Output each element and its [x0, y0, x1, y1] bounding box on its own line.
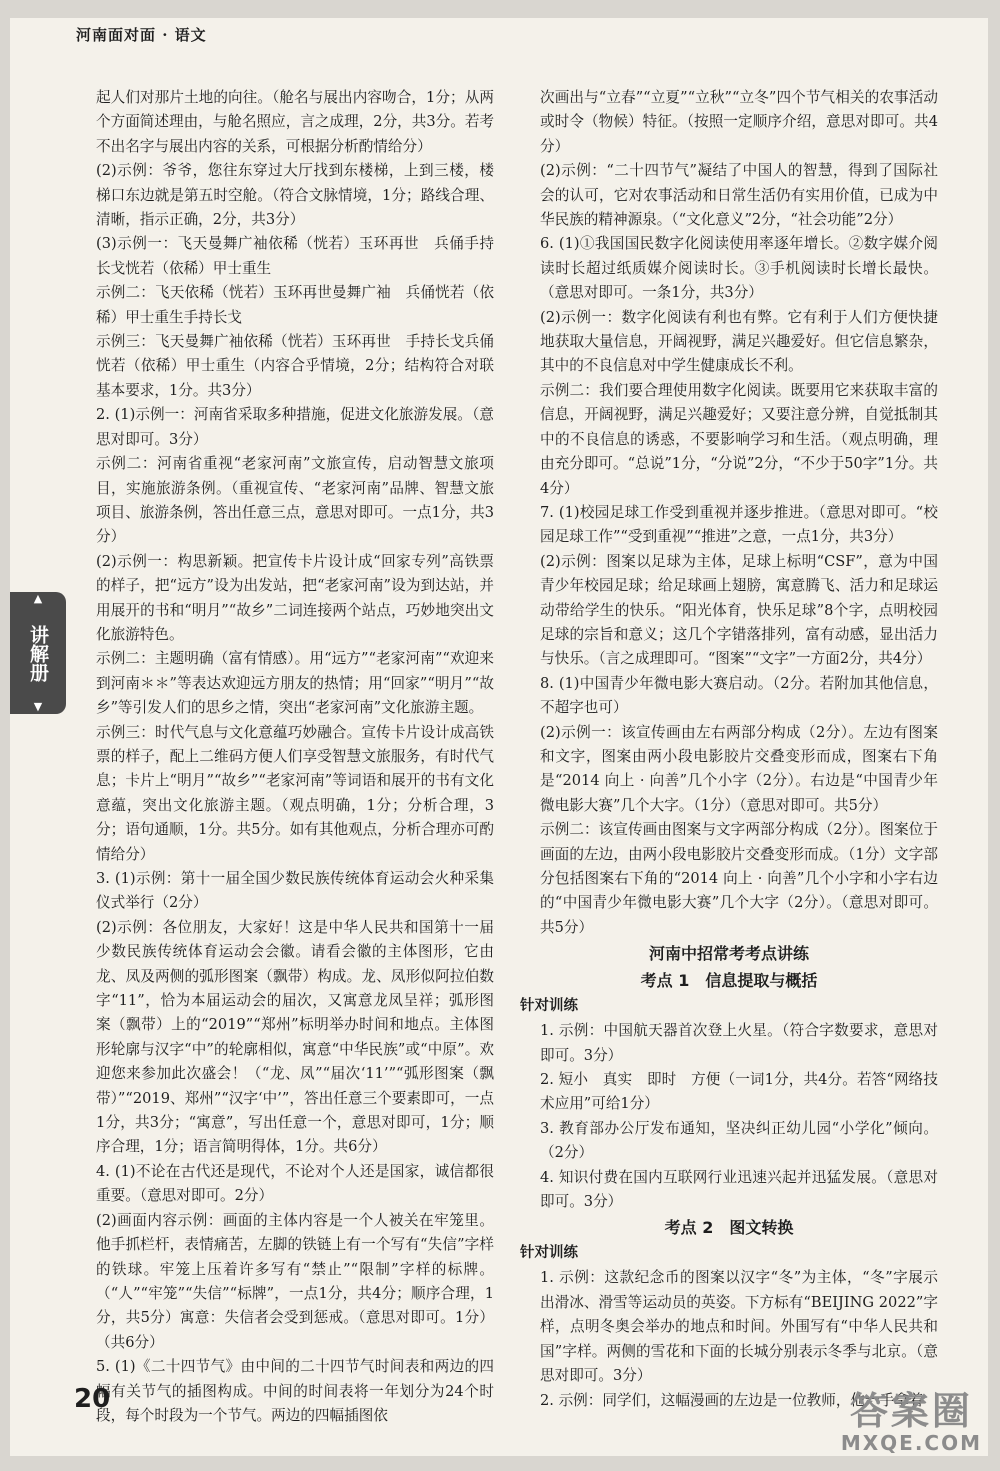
right-column [520, 86, 938, 1413]
topic-1-title: 考点 1 信息提取与概括 [640, 971, 818, 991]
practice-item: 3. 教育部办公厅发布通知，坚决纠正幼儿园“小学化”倾向。（2分） [540, 1119, 938, 1162]
paragraph: 示例二：主题明确（富有情感）。用“远方”“老家河南”“欢迎来到河南＊＊”等表达欢迎远方朋友的热情；用“回家”“明月”“故乡”等引发人们的思乡之情，突出“老家河南”文化旅游主题。 [96, 650, 494, 717]
paragraph: (2)示例：图案以足球为主体，足球上标明“CSF”，意为中国青少年校园足球；给足球画上翅膀，寓意腾飞、活力和足球运动带给学生的快乐。“阳光体育，快乐足球”8个字，点明校园足球的宗旨和意义；这几个字错落排列，富有动感，显出活力与快乐。（言之成理即可。“图案”“文字”一方面2分，共4分） [540, 552, 938, 668]
side-tab-label: 讲解册 [27, 624, 49, 682]
running-header: 河南面对面 · 语文 [76, 26, 207, 44]
practice-item: 4. 知识付费在国内互联网行业迅速兴起并迅猛发展。（意思对即可。3分） [540, 1168, 938, 1211]
paragraph: (2)示例：爷爷，您往东穿过大厅找到东楼梯，上到三楼，楼梯口东边就是第五时空舱。（符合文脉情境，1分；路线合理、清晰，指示正确，2分，共3分） [96, 162, 494, 229]
paragraph: 示例二：河南省重视“老家河南”文旅宣传，启动智慧文旅项目，实施旅游条例。（重视宣传、“老家河南”品牌、智慧文旅项目、旅游条例，答出任意三点，意思对即可。一点1分，共3分） [96, 455, 495, 546]
practice-item: 1. 示例：这款纪念币的图案以汉字“冬”为主体，“冬”字展示出滑冰、滑雪等运动员的英姿。下方标有“BEIJING 2022”字样，点明冬奥会举办的地点和时间。外围写有“中华人民共和国”字样。两侧的雪花和下面的长城分别表示冬季与北京。（意思对即可。3分） [540, 1269, 938, 1385]
side-tab [10, 592, 66, 714]
paragraph: (2)示例：各位朋友，大家好！这是中华人民共和国第十一届少数民族传统体育运动会会徽。请看会徽的主体图形，它由龙、凤及两侧的弧形图案（飘带）构成。龙、凤形似阿拉伯数字“11”，恰为本届运动会的届次，又寓意龙凤呈祥；弧形图案（飘带）上的“2019”“郑州”标明举办时间和地点。主体图形轮廓与汉字“中”的轮廓相似，寓意“中华民族”或“中原”。欢迎您来参加此次盛会！（“龙、凤”“届次‘11’”“弧形图案（飘带）”“2019、郑州”“汉字‘中’”，答出任意三个要素即可，一点1分，共3分；“寓意”，写出任意一个，意思对即可，1分；顺序合理，1分；语言简明得体，1分。共6分） [96, 918, 494, 1156]
arrow-up-icon: ▲ [33, 592, 43, 605]
question-3: 3. (1)示例：第十一届全国少数民族传统体育运动会火种采集仪式举行（2分） [96, 870, 494, 912]
paragraph: 示例二：飞天依稀（恍若）玉环再世曼舞广袖 兵俑恍若（依稀）甲士重生手持长戈 [96, 284, 494, 326]
paragraph: (3)示例一：飞天曼舞广袖依稀（恍若）玉环再世 兵俑手持长戈恍若（依稀）甲士重生 [96, 235, 494, 277]
paragraph: (2)示例一：该宣传画由左右两部分构成（2分）。左边有图案和文字，图案由两小段电影胶片交叠变形而成，图案右下角是“2014 向上 · 向善”几个小字（2分）。右边是“中国青少年微电影大赛”几个大字。（1分）（意思对即可。共5分） [540, 723, 938, 814]
question-5: 5. (1)《二十四节气》由中间的二十四节气时间表和两边的四幅有关节气的插图构成。中间的时间表将一年划分为24个时段，每个时段为一个节气。两边的四幅插图依 [96, 1358, 494, 1424]
question-8: 8. (1)中国青少年微电影大赛启动。（2分。若附加其他信息，不超字也可） [540, 674, 938, 717]
paragraph: (2)示例：“二十四节气”凝结了中国人的智慧，得到了国际社会的认可，它对农事活动和日常生活仍有实用价值，已成为中华民族的精神源泉。（“文化意义”2分，“社会功能”2分） [540, 162, 938, 229]
practice-item: 1. 示例：中国航天器首次登上火星。（符合字数要求，意思对即可。3分） [540, 1022, 938, 1064]
question-6: 6. (1)①我国国民数字化阅读使用率逐年增长。②数字媒介阅读时长超过纸质媒介阅读时长。③手机阅读时长增长最快。（意思对即可。一条1分，共3分） [540, 235, 938, 302]
question-4: 4. (1)不论在古代还是现代，不论对个人还是国家，诚信都很重要。（意思对即可。2分） [96, 1162, 494, 1205]
paragraph: 次画出与“立春”“立夏”“立秋”“立冬”四个节气相关的农事活动或时令（物候）特征。（按照一定顺序介绍，意思对即可。共4分） [540, 89, 938, 155]
paragraph: 示例三：飞天曼舞广袖依稀（恍若）玉环再世 手持长戈兵俑恍若（依稀）甲士重生（内容合乎情境，2分；结构符合对联基本要求，1分。共3分） [96, 333, 494, 399]
paragraph: 示例二：我们要合理使用数字化阅读。既要用它来获取丰富的信息，开阔视野，满足兴趣爱好；又要注意分辨，自觉抵制其中的不良信息的诱惑，不要影响学习和生活。（观点明确，理由充分即可。“总说”1分，“分说”2分，“不少于50字”1分。共4分） [540, 381, 938, 497]
practice-item: 2. 短小 真实 即时 方便（一词1分，共4分。若答“网络技术应用”可给1分） [540, 1071, 938, 1113]
paragraph: (2)示例一：构思新颖。把宣传卡片设计成“回家专列”高铁票的样子，把“远方”设为出发站，把“老家河南”设为到达站，并用展开的书和“明月”“故乡”二词连接两个站点，巧妙地突出文化旅游特色。 [96, 552, 494, 643]
paragraph: 示例三：时代气息与文化意蕴巧妙融合。宣传卡片设计成高铁票的样子，配上二维码方便人们享受智慧文旅服务，有时代气息；卡片上“明月”“故乡”“老家河南”等词语和展开的书有文化意蕴，突出文化旅游主题。（观点明确，1分；分析合理，3分；语句通顺，1分。共5分。如有其他观点，分析合理亦可酌情给分） [96, 723, 495, 863]
paragraph: (2)示例一：数字化阅读有利也有弊。它有利于人们方便快捷地获取大量信息，开阔视野，满足兴趣爱好。但它信息繁杂，其中的不良信息对中学生健康成长不利。 [540, 308, 938, 375]
paragraph: 示例二：该宣传画由图案与文字两部分构成（2分）。图案位于画面的左边，由两小段电影胶片交叠变形而成。（1分）文字部分包括图案右下角的“2014 向上 · 向善”几个小字和小字右边的“中国青少年微电影大赛”几个大字（2分）。（意思对即可。共5分） [540, 821, 938, 936]
topic-2-title: 考点 2 图文转换 [664, 1218, 794, 1238]
watermark-logo [841, 1391, 982, 1455]
practice-heading-1: 针对训练 [520, 998, 578, 1015]
page-number: 20 [74, 1384, 111, 1414]
practice-item: 2. 示例：同学们，这幅漫画的左边是一位教师，他一手拿着 [540, 1391, 924, 1409]
question-7: 7. (1)校园足球工作受到重视并逐步推进。（意思对即可。“校园足球工作”“受到重视”“推进”之意，一点1分，共3分） [540, 503, 938, 546]
arrow-down-icon: ▼ [33, 700, 43, 713]
section-title: 河南中招常考考点讲练 [648, 944, 809, 964]
paragraph: 起人们对那片土地的向往。（舱名与展出内容吻合，1分；从两个方面简述理由，与舱名照应，言之成理，2分，共3分。若考不出名字与展出内容的关系，可根据分析酌情给分） [96, 89, 495, 155]
watermark-url: MXQE.COM [840, 1431, 982, 1455]
left-column [76, 86, 494, 1428]
watermark-text: 答案圈 [849, 1389, 973, 1433]
paragraph: (2)画面内容示例：画面的主体内容是一个人被关在牢笼里。他手抓栏杆，表情痛苦，左脚的铁链上有一个写有“失信”字样的铁球。牢笼上压着许多写有“禁止”“限制”字样的标牌。（“人”“牢笼”“失信”“标牌”，一点1分，共4分；顺序合理，1分，共5分）寓意：失信者会受到惩戒。（意思对即可。1分）（共6分） [96, 1211, 494, 1351]
practice-heading-2: 针对训练 [520, 1245, 578, 1262]
question-2: 2. (1)示例一：河南省采取多种措施，促进文化旅游发展。（意思对即可。3分） [96, 406, 494, 448]
